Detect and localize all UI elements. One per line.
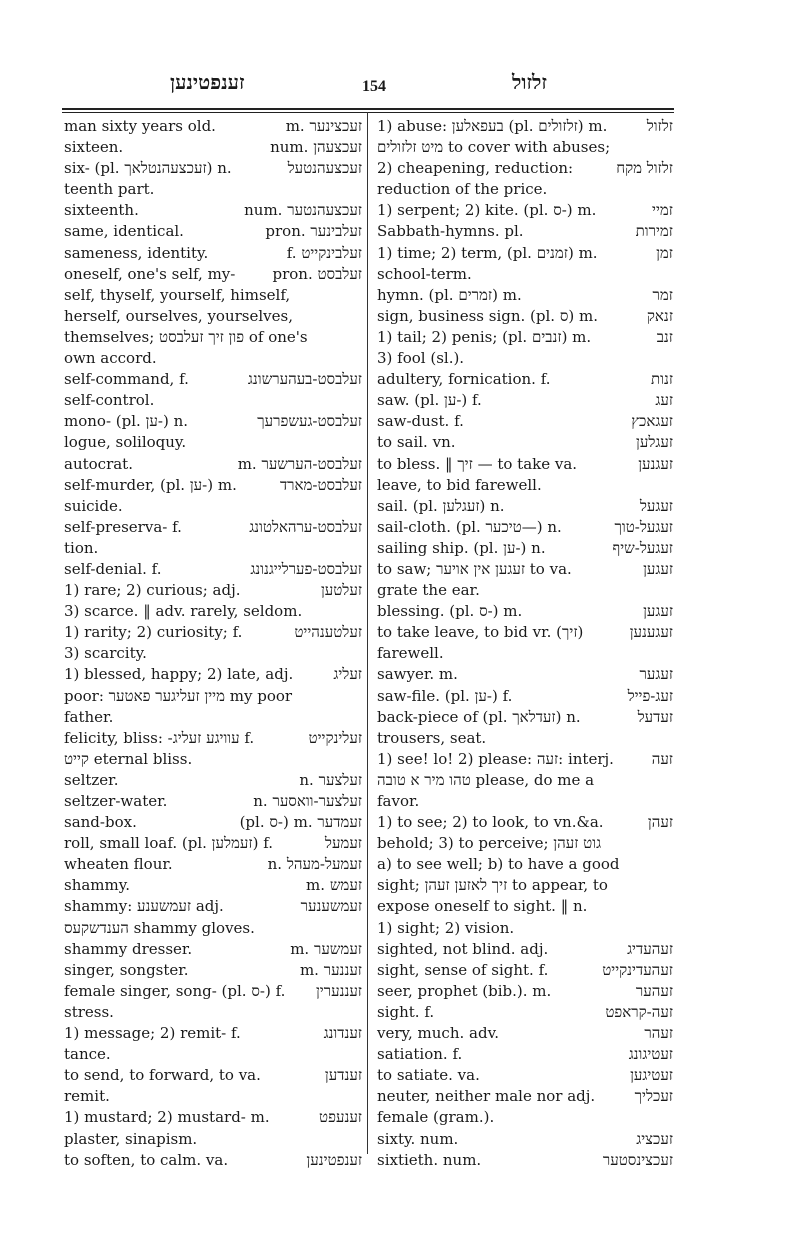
entry-english: saw-dust. f. [377,412,464,431]
entry-line [377,348,673,369]
entry-headword: זעלבסט-מארד [279,475,362,494]
entry-headword: זעה [651,749,673,768]
entry-headword: pron. זעלבינער [265,222,362,241]
entry-english: a) to see well; b) to have a good [377,855,620,874]
entry-english: to send, to forward, to va. [64,1066,261,1085]
entry-english: tion. [64,538,99,557]
entry-line [64,1086,362,1107]
entry-line [377,749,673,770]
entry-headword: זעגען [643,559,673,578]
entry-line [64,496,362,517]
entry-english: קייט eternal bliss. [64,749,193,768]
entry-english: 1) abuse: בעפאלען (pl. זלזולים) m. [377,117,608,135]
entry-english: wheaten flour. [64,855,173,874]
entry-english: oneself, one's self, my- [64,264,236,283]
entry-english: 1) to see; 2) to look, to vn.&a. [377,813,604,832]
entry-headword: זעטיגונג [628,1045,673,1064]
entry-line [64,221,362,242]
entry-english: teenth part. [64,180,155,199]
entry-english: six- (pl. זעכצעהנטלאך) n. [64,159,232,178]
entry-english: to satiate. va. [377,1066,480,1085]
entry-english: seer, prophet (bib.). m. [377,981,552,1000]
entry-line [64,116,362,137]
entry-line [377,664,673,685]
entry-line [377,369,673,390]
entry-line [64,327,362,348]
entry-english: 3) scarce. ‖ adv. rarely, seldom. [64,602,303,621]
entry-headword: זמיי [652,201,673,220]
entry-english: 1) serpent; 2) kite. (pl. ס-) m. [377,201,597,220]
entry-english: behold; 3) to perceive; גוט זעהן [377,834,602,853]
entry-line [377,179,673,200]
entry-line [377,770,673,791]
entry-english: to bless. ‖ זיך — to take va. [377,454,578,473]
entry-english: self-preserva- f. [64,517,182,536]
entry-english: sight, sense of sight. f. [377,960,549,979]
entry-line [377,158,673,179]
column-divider [367,112,368,1154]
entry-headword: זענעפט [319,1108,362,1127]
entry-headword: זעכציג [636,1129,673,1148]
entry-line [377,243,673,264]
entry-headword: זעלטען [320,581,362,600]
entry-english: Sabbath-hymns. pl. [377,222,524,241]
entry-line [64,643,362,664]
entry-english: self-control. [64,391,155,410]
entry-english: logue, soliloquy. [64,433,187,452]
entry-line [64,411,362,432]
entry-line [377,411,673,432]
entry-headword: זעהעדיג [627,939,673,958]
entry-english: sail. (pl. זעגלען) n. [377,496,505,515]
entry-english: to soften, to calm. va. [64,1150,229,1169]
entry-line [64,1044,362,1065]
entry-headword: m. זעכצינער [285,117,362,135]
entry-line [377,622,673,643]
entry-line [377,812,673,833]
entry-headword: num. זעכצעהן [270,138,362,157]
entry-headword: זעליג [333,665,362,684]
entry-line [377,116,673,137]
entry-english: grate the ear. [377,581,480,600]
entry-english: sighted, not blind. adj. [377,939,549,958]
entry-line [377,918,673,939]
entry-line [64,306,362,327]
entry-line [64,664,362,685]
entry-line [64,538,362,559]
entry-line [377,960,673,981]
entry-english: favor. [377,792,420,810]
entry-headword: זעננערין [315,981,362,1000]
entry-english: remit. [64,1087,110,1106]
entry-line [377,306,673,327]
entry-headword: זעגאכץ [631,412,673,431]
entry-english: 1) sight; 2) vision. [377,918,515,937]
entry-line [377,200,673,221]
entry-english: saw. (pl. ען-) f. [377,391,482,410]
entry-english: sailing ship. (pl. ען-) n. [377,538,546,557]
entry-english: to saw; זעגען אין אויער to va. [377,559,572,578]
entry-headword: זעה-קראפט [605,1002,673,1021]
entry-english: seltzer. [64,770,119,789]
entry-english: satiation. f. [377,1045,463,1064]
entry-line [64,1107,362,1128]
entry-headword: m. זעמשער [290,939,362,958]
entry-headword: pron. זעלבסט [272,264,362,283]
entry-line [64,432,362,453]
entry-line [377,896,673,917]
entry-line [64,348,362,369]
entry-english: plaster, sinapism. [64,1129,198,1148]
page-number: 154 [362,78,386,95]
entry-english: felicity, bliss: -עוויגע זעליג f. [64,728,255,747]
entry-english: trousers, seat. [377,728,487,747]
entry-english: 3) fool (sl.). [377,349,465,368]
entry-english: self-denial. f. [64,559,162,578]
entry-english: hymn. (pl. זמרים) m. [377,285,522,304]
entry-headword: זעגלען [636,433,673,452]
entry-headword: זנב [656,327,673,346]
entry-line [64,833,362,854]
entry-english: sand-box. [64,813,137,832]
entry-line [377,285,673,306]
entry-headword: זעטיגען [630,1066,673,1085]
entry-english: reduction of the price. [377,180,548,199]
entry-headword: זנות [650,370,673,389]
entry-line [64,580,362,601]
entry-english: autocrat. [64,454,133,473]
entry-english: own accord. [64,349,157,368]
entry-line [377,854,673,875]
entry-line [64,728,362,749]
entry-english: shammy. [64,876,130,895]
entry-english: sixtieth. num. [377,1150,482,1169]
entry-headword: זעלבסט-בעהערשונג [247,370,362,389]
entry-line [377,1023,673,1044]
entry-english: self-murder, (pl. ען-) m. [64,475,237,494]
entry-headword: זעגנען [638,454,673,473]
entry-english: blessing. (pl. ס-) m. [377,602,523,621]
entry-headword: זעלבסט-געשפרעך [257,412,362,431]
entry-english: adultery, fornication. f. [377,370,551,389]
entry-line [64,200,362,221]
left-column [64,116,362,1171]
entry-line [64,896,362,917]
entry-headword: n. זעמעל-מעהל [267,855,362,874]
entry-english: 1) rare; 2) curious; adj. [64,581,241,600]
entry-english: sameness, identity. [64,243,209,262]
entry-english: 1) tail; 2) penis; (pl. זנבים) m. [377,327,592,346]
entry-headword: זעכצינסטער [602,1150,673,1169]
entry-english: shammy: זעמשענע adj. [64,897,224,916]
entry-line [377,517,673,538]
entry-line [64,179,362,200]
entry-headword: זעג [655,391,673,410]
entry-headword: זעהר [644,1024,673,1043]
entry-line [64,791,362,812]
entry-line [64,243,362,264]
entry-line [64,981,362,1002]
entry-headword: זמירות [635,222,673,241]
entry-english: themselves; פון זיך זעלבסט of one's [64,327,308,346]
entry-english: father. [64,707,114,726]
entry-line [64,517,362,538]
header-rule [62,108,674,110]
entry-english: 1) time; 2) term, (pl. זמנים) m. [377,243,598,262]
entry-english: sign, business sign. (pl. ס) m. [377,306,599,325]
running-head-left: זענפטינען [170,72,245,94]
entry-line [64,559,362,580]
entry-english: farewell. [377,644,444,663]
entry-line [64,812,362,833]
entry-line [377,327,673,348]
entry-line [64,1002,362,1023]
entry-english: suicide. [64,496,123,515]
entry-line [64,918,362,939]
entry-line [377,939,673,960]
entry-english: saw-file. (pl. ען-) f. [377,686,513,705]
entry-headword: זעכצעהנטעל [287,159,362,178]
entry-line [377,833,673,854]
entry-headword: n. זעלצער [299,770,362,789]
entry-line [377,875,673,896]
entry-english: school-term. [377,264,472,283]
entry-english: same, identical. [64,222,184,241]
entry-english: stress. [64,1002,114,1021]
entry-line [64,770,362,791]
entry-line [377,1065,673,1086]
entry-english: man sixty years old. [64,117,216,135]
entry-english: back-piece of (pl. זעדלאך) n. [377,707,581,726]
entry-headword: זענדונג [323,1024,362,1043]
entry-line [377,454,673,475]
entry-english: 1) rarity; 2) curiosity; f. [64,623,243,642]
entry-headword: זעגער [639,665,673,684]
entry-headword: זעכליך [634,1087,673,1106]
entry-english: 1) blessed, happy; 2) late, adj. [64,665,294,684]
right-column [377,116,673,1171]
entry-english: sixty. num. [377,1129,459,1148]
entry-line [64,875,362,896]
entry-english: sixteenth. [64,201,139,220]
entry-line [64,454,362,475]
entry-english: neuter, neither male nor adj. [377,1087,596,1106]
entry-english: seltzer-water. [64,792,168,810]
entry-english: female singer, song- (pl. ס-) f. [64,981,286,1000]
entry-line [64,1150,362,1171]
entry-line [377,601,673,622]
entry-headword: זלזול מקח [616,159,673,178]
entry-english: herself, ourselves, yourselves, [64,306,293,325]
entry-headword: זעגעל-שיף [612,538,673,557]
entry-english: טהו מיר א טובה please, do me a [377,770,595,789]
entry-line [64,1023,362,1044]
entry-line [377,1044,673,1065]
entry-headword: זעגעל-טוך [614,517,673,536]
entry-english: self-command, f. [64,370,189,389]
entry-headword: זמר [652,285,673,304]
entry-headword: זלזול [646,117,673,135]
entry-line [377,432,673,453]
entry-headword: זעגען [643,602,673,621]
entry-english: sight; זיך לאזען זעהן to appear, to [377,876,608,895]
entry-line [377,707,673,728]
entry-headword: זנאק [646,306,673,325]
entry-line [377,791,673,812]
entry-headword: זעלבסט-ערהאלטונג [249,517,362,536]
entry-english: tance. [64,1045,111,1064]
entry-headword: זמן [656,243,673,262]
entry-english: leave, to bid farewell. [377,475,542,494]
header-rule-thin [62,112,674,113]
entry-line [377,686,673,707]
entry-line [377,1086,673,1107]
entry-line [64,369,362,390]
entry-english: very, much. adv. [377,1024,500,1043]
entry-line [64,749,362,770]
entry-headword: זעדעל [637,707,673,726]
entry-line [377,981,673,1002]
entry-english: 1) see! lo! 2) please: זעה: interj. [377,749,614,768]
entry-line [64,686,362,707]
entry-english: 1) message; 2) remit- f. [64,1024,241,1043]
entry-english: sail-cloth. (pl. טיכער—) n. [377,517,562,536]
entry-headword: (pl. ס-) m. זעמדער [239,813,362,832]
entry-line [64,137,362,158]
entry-headword: זעלינקייט [308,728,362,747]
entry-line [377,1002,673,1023]
entry-headword: זענפטינען [306,1150,362,1169]
entry-english: 3) scarcity. [64,644,147,663]
entry-line [377,538,673,559]
entry-line [377,559,673,580]
entry-headword: זעלטענהייט [294,623,362,642]
entry-line [64,390,362,411]
entry-english: 1) mustard; 2) mustard- m. [64,1108,270,1127]
entry-english: sixteen. [64,138,124,157]
entry-english: to take leave, to bid vr. (זיך) [377,623,584,642]
entry-english: shammy dresser. [64,939,193,958]
entry-headword: זעמשענער [300,897,362,916]
entry-english: singer, songster. [64,960,189,979]
entry-english: 2) cheapening, reduction: [377,159,574,178]
entry-line [64,854,362,875]
entry-headword: f. זעלבינקייט [286,243,362,262]
entry-line [377,1129,673,1150]
entry-english: sawyer. m. [377,665,458,684]
entry-english: sight. f. [377,1002,435,1021]
entry-headword: m. זעמש [306,876,362,895]
entry-english: to sail. vn. [377,433,456,452]
entry-english: הענדשקעס shammy gloves. [64,918,255,937]
entry-line [377,1150,673,1171]
entry-headword: זעלבסט-פערלייגנונג [250,559,362,578]
entry-line [377,1107,673,1128]
entry-line [64,475,362,496]
entry-line [64,264,362,285]
entry-headword: n. זעלצער-וואסער [253,792,362,810]
entry-headword: זעהן [647,813,673,832]
entry-line [377,390,673,411]
entry-line [64,601,362,622]
entry-line [377,475,673,496]
entry-headword: num. זעכצעהנטער [244,201,362,220]
entry-line [377,580,673,601]
entry-line [64,960,362,981]
entry-line [64,285,362,306]
entry-line [377,728,673,749]
entry-english: roll, small loaf. (pl. זעמלען) f. [64,834,273,853]
entry-line [64,939,362,960]
entry-line [64,707,362,728]
entry-headword: זענדען [324,1066,362,1085]
running-head-right: זלזול [512,72,547,94]
entry-english: expose oneself to sight. ‖ n. [377,897,588,916]
entry-headword: זעג-פייל [627,686,673,705]
entry-line [377,221,673,242]
entry-headword: m. זעננער [299,960,362,979]
entry-line [377,643,673,664]
entry-headword: זעהער [635,981,673,1000]
entry-line [377,137,673,158]
entry-line [377,496,673,517]
entry-english: poor: מיין זעליגער פאטער my poor [64,686,293,705]
entry-headword: זעגעל [639,496,673,515]
entry-english: מיט זלזולים to cover with abuses; [377,138,611,157]
entry-headword: זעמעל [324,834,362,853]
entry-english: mono- (pl. ען-) n. [64,412,189,431]
entry-line [64,1065,362,1086]
entry-headword: זעהעדינקייט [602,960,673,979]
entry-line [64,1129,362,1150]
entry-headword: זעגענען [629,623,673,642]
entry-line [64,622,362,643]
entry-english: self, thyself, yourself, himself, [64,285,291,304]
entry-headword: m. זעלבסט-הערשער [237,454,362,473]
entry-english: female (gram.). [377,1108,495,1127]
entry-line [64,158,362,179]
entry-line [377,264,673,285]
